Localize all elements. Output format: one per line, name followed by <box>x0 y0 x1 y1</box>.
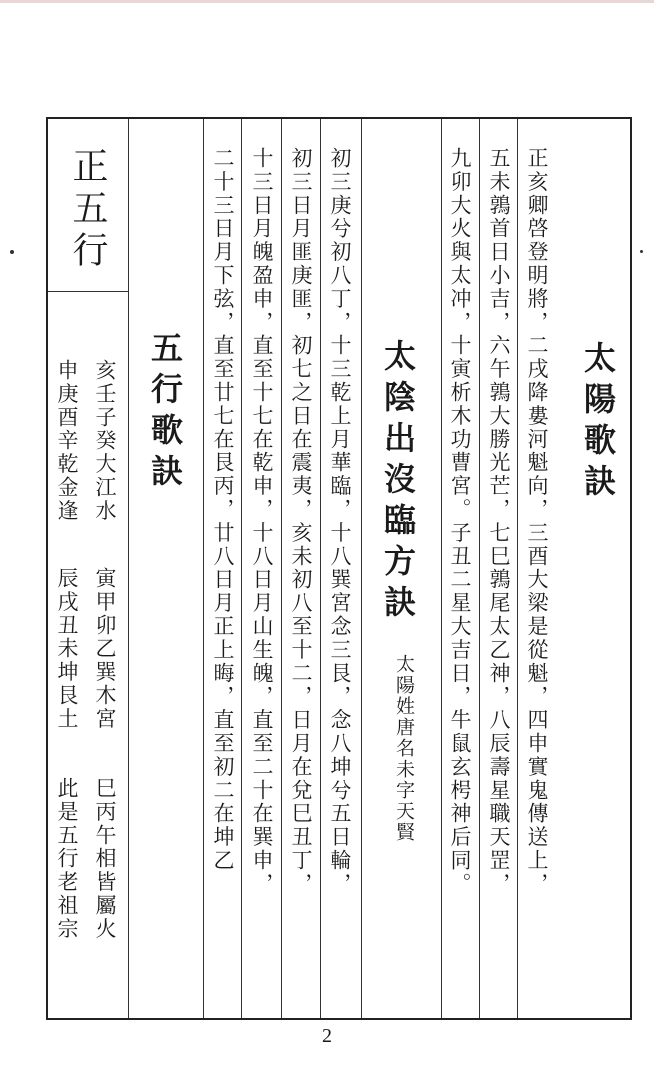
verse-phrase: 寅甲卯乙巽木宮 <box>93 567 117 731</box>
heading-taiyin: 太陰出沒臨方訣 <box>379 339 417 626</box>
divider <box>241 119 242 1018</box>
divider <box>361 119 362 1018</box>
verse-line: 初三日月匪庚匪，初七之日在震夷，亥未初八至十二，日月在兌巳丑丁， <box>289 147 313 896</box>
verse-line: 十三日月魄盈申，直至十七在乾申，十八日月山生魄，直至二十在巽申， <box>250 147 274 896</box>
verse-phrase: 辰戌丑未坤艮土 <box>55 567 79 731</box>
verse-phrase: 申庚酉辛乾金逢 <box>55 359 79 523</box>
verse-phrase: 亥壬子癸大江水 <box>93 359 117 523</box>
verse-line: 九卯大火與太冲，十寅析木功曹宮。子丑二星大吉日，牛鼠玄枵神后同。 <box>448 147 472 896</box>
divider <box>281 119 282 1018</box>
heading-note: 太陽姓唐名未字天賢 <box>393 654 415 843</box>
verse-phrase: 巳丙午相皆屬火 <box>93 777 117 941</box>
divider <box>441 119 442 1018</box>
page-frame <box>46 117 632 1020</box>
divider <box>517 119 518 1018</box>
divider <box>128 119 129 1018</box>
heading-wuxing: 五行歌訣 <box>146 331 184 495</box>
verse-line: 正亥卿啓登明將，二戌降婁河魁向，三酉大梁是從魁，四申實鬼傳送上， <box>525 147 549 896</box>
top-edge <box>0 0 654 3</box>
boxed-title: 正五行 <box>67 147 108 273</box>
divider <box>203 119 204 1018</box>
verse-line: 二十三日月下弦，直至廿七在艮丙，廿八日月正上晦，直至初二在坤乙 <box>211 147 235 873</box>
page-number: 2 <box>322 1025 332 1047</box>
verse-line: 初三庚兮初八丁，十三乾上月華臨，十八巽宮念三艮，念八坤兮五日輪， <box>328 147 352 896</box>
scan-speck <box>10 250 14 254</box>
title-box-rule <box>48 291 128 292</box>
scan-speck <box>640 250 643 253</box>
verse-line: 五未鶉首日小吉，六午鶉大勝光芒，七巳鶉尾太乙神，八辰壽星職天罡， <box>487 147 511 896</box>
divider <box>479 119 480 1018</box>
verse-phrase: 此是五行老祖宗 <box>55 777 79 941</box>
divider <box>320 119 321 1018</box>
heading-taiyang: 太陽歌訣 <box>579 341 617 505</box>
